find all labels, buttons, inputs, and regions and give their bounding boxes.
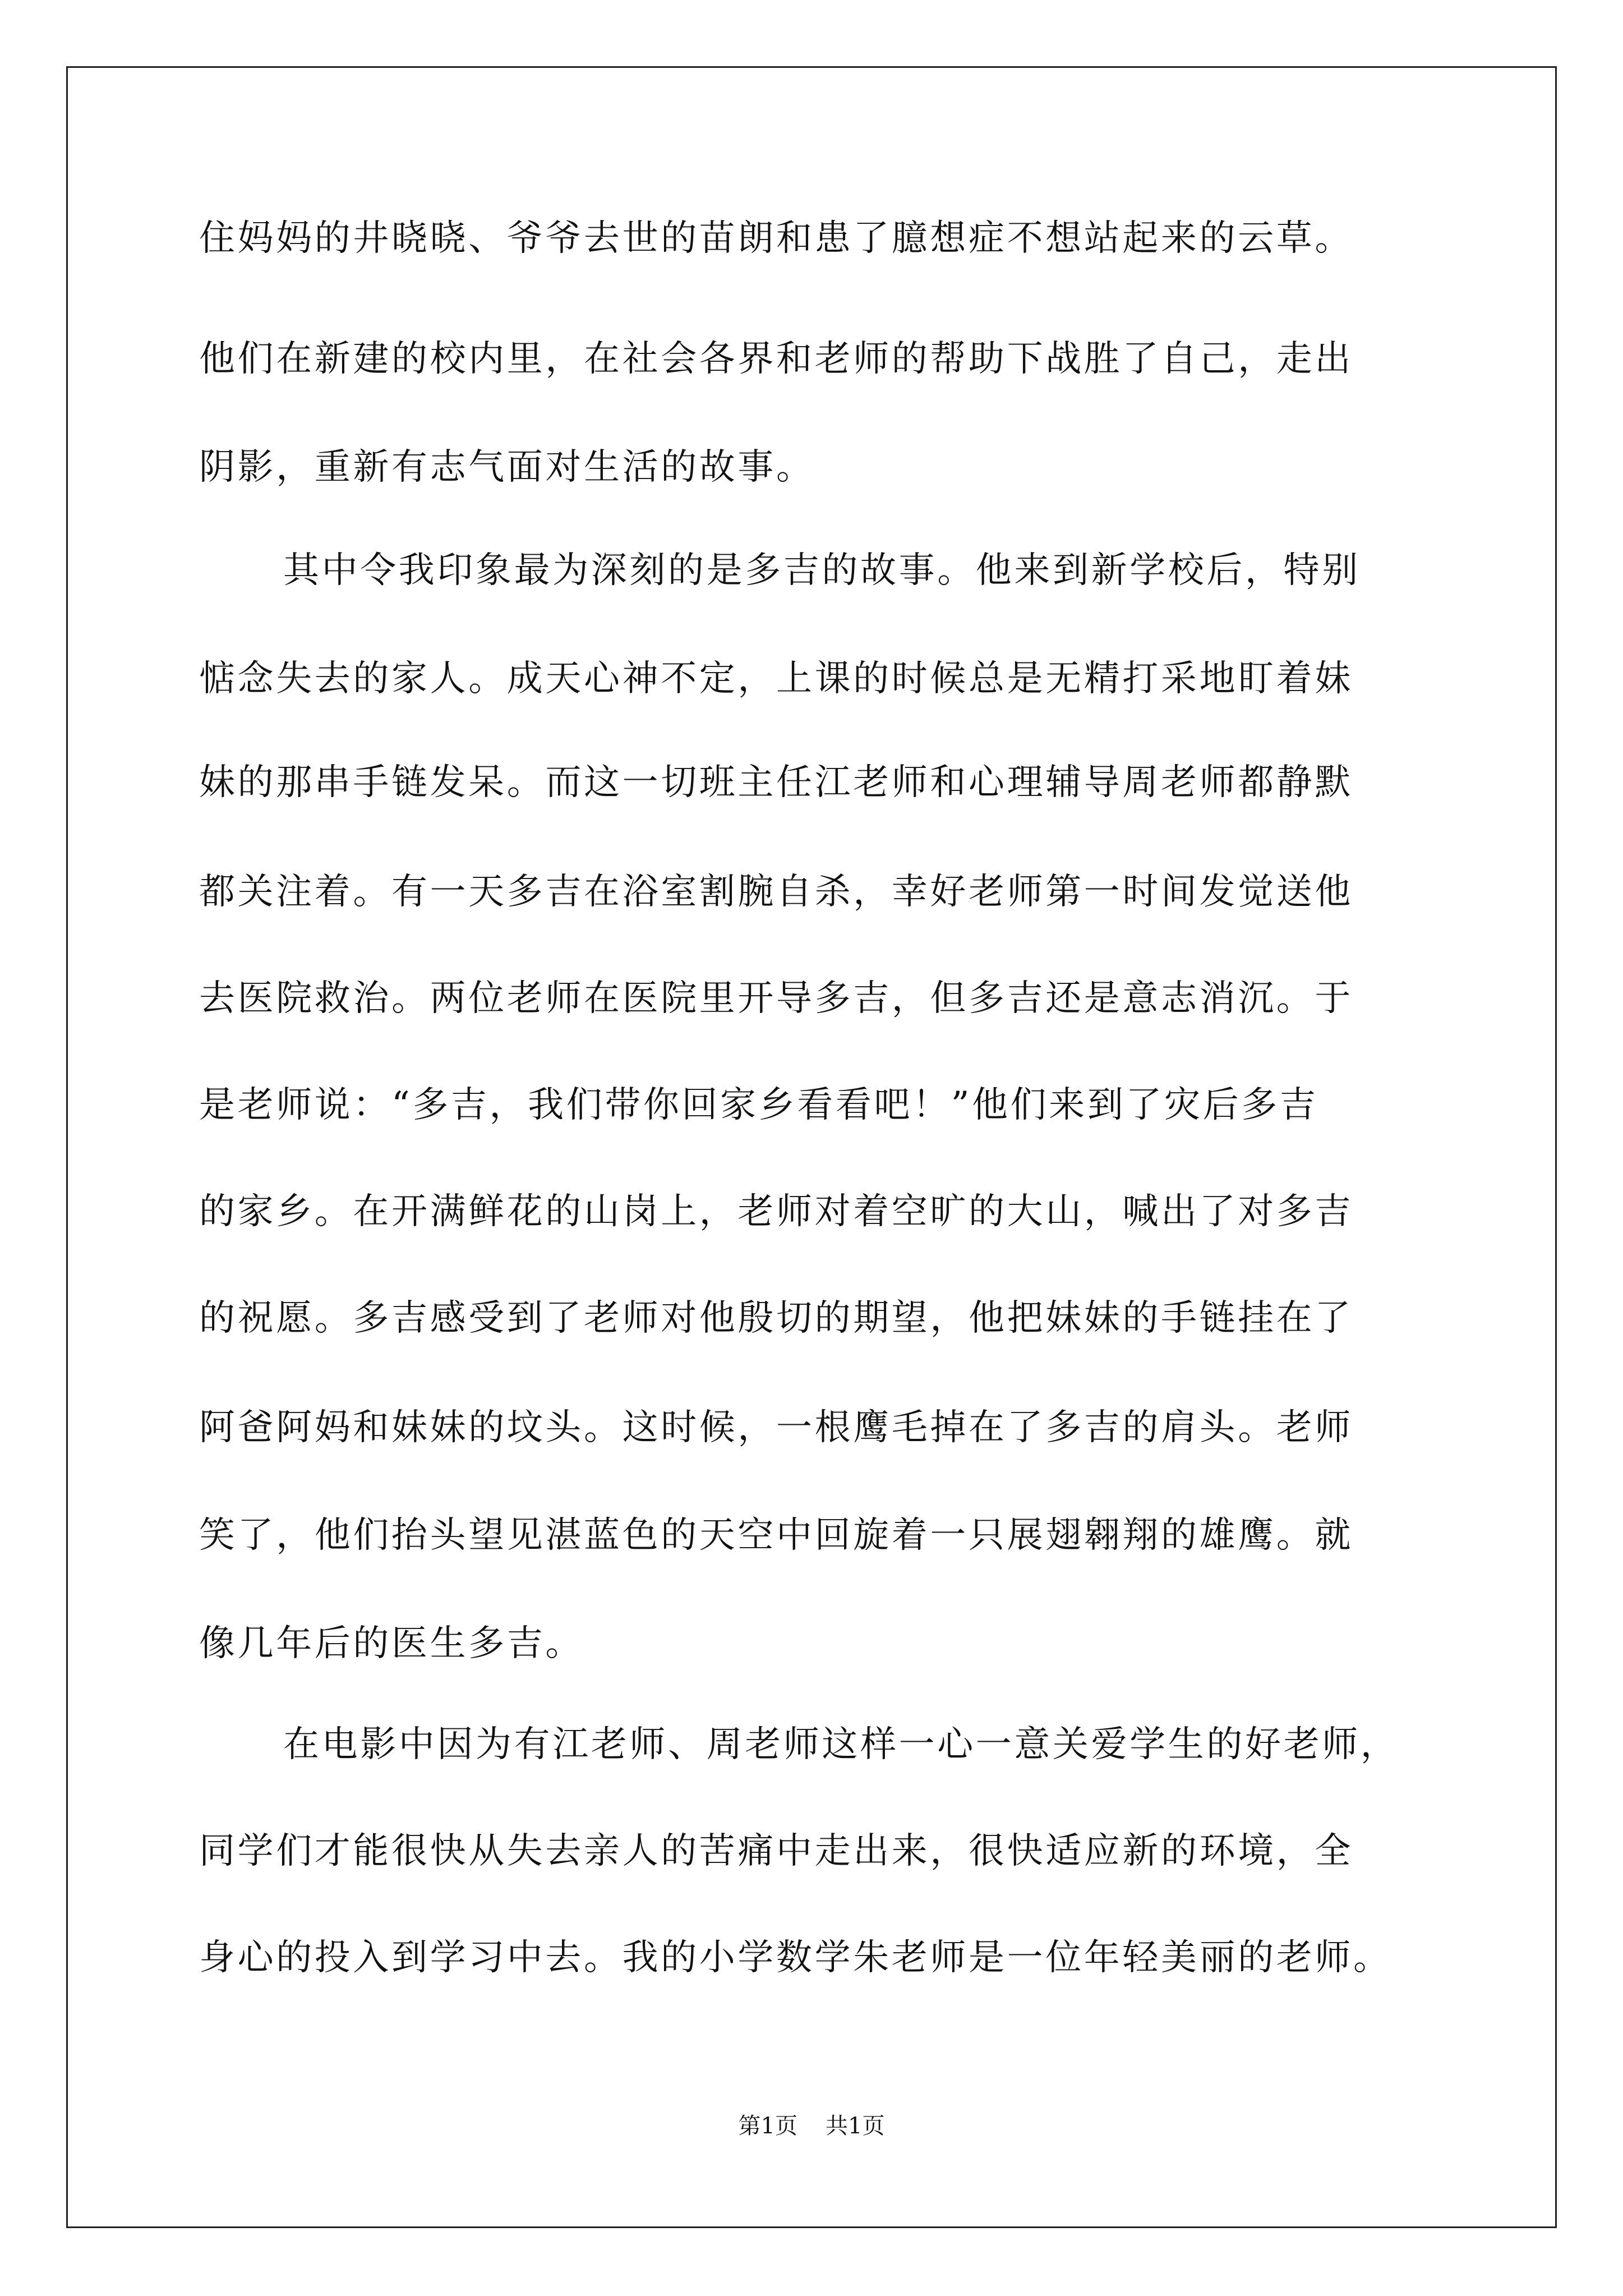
text-line: 住妈妈的井晓晓、爷爷去世的苗朗和患了臆想症不想站起来的云草。 <box>199 218 1353 259</box>
text-line: 妹的那串手链发呆。而这一切班主任江老师和心理辅导周老师都静默 <box>199 762 1353 803</box>
text-line: 笑了，他们抬头望见湛蓝色的天空中回旋着一只展翅翱翔的雄鹰。就 <box>199 1515 1353 1556</box>
text-line: 的家乡。在开满鲜花的山岗上，老师对着空旷的大山，喊出了对多吉 <box>199 1191 1353 1232</box>
text-line: 像几年后的医生多吉。 <box>199 1623 584 1664</box>
text-line: 的祝愿。多吉感受到了老师对他殷切的期望，他把妹妹的手链挂在了 <box>199 1297 1353 1339</box>
text-line: 其中令我印象最为深刻的是多吉的故事。他来到新学校后，特别 <box>283 550 1361 591</box>
page-number-current: 第1页 <box>738 2113 797 2139</box>
text-line: 他们在新建的校内里，在社会各界和老师的帮助下战胜了自己，走出 <box>199 338 1353 380</box>
text-line: 身心的投入到学习中去。我的小学数学朱老师是一位年轻美丽的老师。 <box>199 1937 1392 1978</box>
text-line: 在电影中因为有江老师、周老师这样一心一意关爱学生的好老师， <box>283 1724 1399 1765</box>
page-border <box>66 66 1557 2228</box>
text-line: 去医院救治。两位老师在医院里开导多吉，但多吉还是意志消沉。于 <box>199 978 1353 1019</box>
text-line: 阴影，重新有志气面对生活的故事。 <box>199 447 815 488</box>
text-line: 都关注着。有一天多吉在浴室割腕自杀，幸好老师第一时间发觉送他 <box>199 871 1353 913</box>
text-line: 同学们才能很快从失去亲人的苦痛中走出来，很快适应新的环境，全 <box>199 1830 1353 1872</box>
text-line: 惦念失去的家人。成天心神不定，上课的时候总是无精打采地盯着妹 <box>199 658 1353 700</box>
text-line: 阿爸阿妈和妹妹的坟头。这时候，一根鹰毛掉在了多吉的肩头。老师 <box>199 1407 1353 1448</box>
page-number-total: 共1页 <box>826 2113 885 2139</box>
page-footer <box>0 2109 1623 2143</box>
text-line: 是老师说：“多吉，我们带你回家乡看看吧！”他们来到了灾后多吉 <box>199 1084 1318 1126</box>
